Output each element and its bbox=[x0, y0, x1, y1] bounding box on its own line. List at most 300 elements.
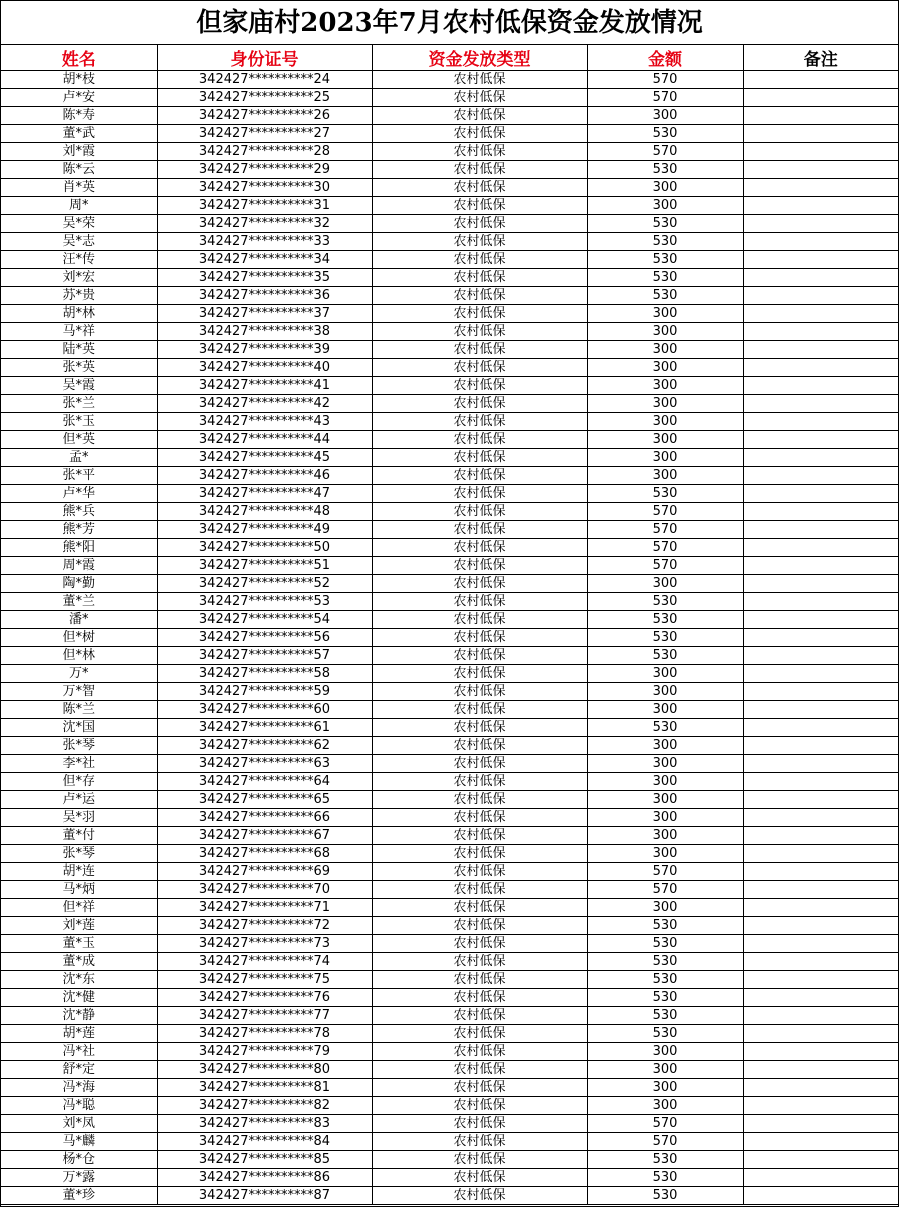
cell-note[interactable] bbox=[743, 881, 898, 899]
cell-note[interactable] bbox=[743, 737, 898, 755]
cell-id[interactable]: 342427**********51 bbox=[157, 557, 372, 575]
cell-type[interactable]: 农村低保 bbox=[372, 1079, 587, 1097]
cell-name[interactable]: 张*琴 bbox=[1, 737, 157, 755]
cell-note[interactable] bbox=[743, 1133, 898, 1151]
cell-type[interactable]: 农村低保 bbox=[372, 89, 587, 107]
cell-type[interactable]: 农村低保 bbox=[372, 449, 587, 467]
cell-id[interactable]: 342427**********50 bbox=[157, 539, 372, 557]
cell-type[interactable]: 农村低保 bbox=[372, 611, 587, 629]
cell-type[interactable]: 农村低保 bbox=[372, 557, 587, 575]
cell-id[interactable]: 342427**********67 bbox=[157, 827, 372, 845]
cell-id[interactable]: 342427**********62 bbox=[157, 737, 372, 755]
cell-name[interactable]: 杨*仓 bbox=[1, 1151, 157, 1169]
cell-id[interactable]: 342427**********73 bbox=[157, 935, 372, 953]
cell-type[interactable]: 农村低保 bbox=[372, 755, 587, 773]
cell-note[interactable] bbox=[743, 953, 898, 971]
cell-id[interactable]: 342427**********48 bbox=[157, 503, 372, 521]
cell-amount[interactable]: 300 bbox=[587, 449, 743, 467]
cell-name[interactable]: 张*平 bbox=[1, 467, 157, 485]
cell-amount[interactable]: 530 bbox=[587, 719, 743, 737]
cell-note[interactable] bbox=[743, 899, 898, 917]
cell-name[interactable]: 张*兰 bbox=[1, 395, 157, 413]
cell-type[interactable]: 农村低保 bbox=[372, 791, 587, 809]
cell-id[interactable]: 342427**********63 bbox=[157, 755, 372, 773]
cell-amount[interactable]: 530 bbox=[587, 989, 743, 1007]
cell-id[interactable]: 342427**********86 bbox=[157, 1169, 372, 1187]
cell-type[interactable]: 农村低保 bbox=[372, 269, 587, 287]
cell-amount[interactable]: 570 bbox=[587, 1115, 743, 1133]
cell-amount[interactable]: 530 bbox=[587, 1151, 743, 1169]
cell-type[interactable]: 农村低保 bbox=[372, 539, 587, 557]
cell-amount[interactable]: 300 bbox=[587, 1097, 743, 1115]
cell-type[interactable]: 农村低保 bbox=[372, 107, 587, 125]
cell-id[interactable]: 342427**********54 bbox=[157, 611, 372, 629]
cell-type[interactable]: 农村低保 bbox=[372, 845, 587, 863]
cell-note[interactable] bbox=[743, 449, 898, 467]
cell-type[interactable]: 农村低保 bbox=[372, 629, 587, 647]
cell-name[interactable]: 胡*枝 bbox=[1, 71, 157, 89]
cell-type[interactable]: 农村低保 bbox=[372, 593, 587, 611]
cell-amount[interactable]: 530 bbox=[587, 971, 743, 989]
cell-name[interactable]: 董*付 bbox=[1, 827, 157, 845]
cell-note[interactable] bbox=[743, 467, 898, 485]
cell-type[interactable]: 农村低保 bbox=[372, 305, 587, 323]
cell-amount[interactable]: 300 bbox=[587, 359, 743, 377]
cell-id[interactable]: 342427**********27 bbox=[157, 125, 372, 143]
cell-note[interactable] bbox=[743, 683, 898, 701]
cell-amount[interactable]: 300 bbox=[587, 467, 743, 485]
cell-note[interactable] bbox=[743, 521, 898, 539]
cell-type[interactable]: 农村低保 bbox=[372, 503, 587, 521]
cell-id[interactable]: 342427**********71 bbox=[157, 899, 372, 917]
cell-note[interactable] bbox=[743, 629, 898, 647]
cell-id[interactable]: 342427**********29 bbox=[157, 161, 372, 179]
cell-type[interactable]: 农村低保 bbox=[372, 467, 587, 485]
cell-name[interactable]: 但*祥 bbox=[1, 899, 157, 917]
cell-id[interactable]: 342427**********32 bbox=[157, 215, 372, 233]
cell-name[interactable]: 刘*凤 bbox=[1, 1115, 157, 1133]
cell-note[interactable] bbox=[743, 755, 898, 773]
cell-type[interactable]: 农村低保 bbox=[372, 1169, 587, 1187]
cell-name[interactable]: 董*武 bbox=[1, 125, 157, 143]
cell-id[interactable]: 342427**********74 bbox=[157, 953, 372, 971]
cell-id[interactable]: 342427**********39 bbox=[157, 341, 372, 359]
cell-id[interactable]: 342427**********31 bbox=[157, 197, 372, 215]
cell-name[interactable]: 陆*英 bbox=[1, 341, 157, 359]
cell-note[interactable] bbox=[743, 341, 898, 359]
cell-id[interactable]: 342427**********26 bbox=[157, 107, 372, 125]
cell-note[interactable] bbox=[743, 845, 898, 863]
cell-note[interactable] bbox=[743, 89, 898, 107]
cell-name[interactable]: 刘*莲 bbox=[1, 917, 157, 935]
cell-type[interactable]: 农村低保 bbox=[372, 1151, 587, 1169]
cell-note[interactable] bbox=[743, 971, 898, 989]
cell-name[interactable]: 但*存 bbox=[1, 773, 157, 791]
cell-amount[interactable]: 530 bbox=[587, 215, 743, 233]
cell-note[interactable] bbox=[743, 1115, 898, 1133]
cell-type[interactable]: 农村低保 bbox=[372, 719, 587, 737]
cell-id[interactable]: 342427**********81 bbox=[157, 1079, 372, 1097]
cell-id[interactable]: 342427**********25 bbox=[157, 89, 372, 107]
cell-type[interactable]: 农村低保 bbox=[372, 647, 587, 665]
cell-type[interactable]: 农村低保 bbox=[372, 917, 587, 935]
cell-note[interactable] bbox=[743, 557, 898, 575]
cell-type[interactable]: 农村低保 bbox=[372, 233, 587, 251]
cell-type[interactable]: 农村低保 bbox=[372, 143, 587, 161]
cell-type[interactable]: 农村低保 bbox=[372, 359, 587, 377]
cell-name[interactable]: 胡*连 bbox=[1, 863, 157, 881]
cell-note[interactable] bbox=[743, 413, 898, 431]
cell-amount[interactable]: 530 bbox=[587, 251, 743, 269]
cell-id[interactable]: 342427**********45 bbox=[157, 449, 372, 467]
cell-amount[interactable]: 300 bbox=[587, 755, 743, 773]
cell-type[interactable]: 农村低保 bbox=[372, 341, 587, 359]
cell-id[interactable]: 342427**********47 bbox=[157, 485, 372, 503]
cell-id[interactable]: 342427**********40 bbox=[157, 359, 372, 377]
cell-type[interactable]: 农村低保 bbox=[372, 251, 587, 269]
cell-amount[interactable]: 570 bbox=[587, 143, 743, 161]
cell-name[interactable]: 孟* bbox=[1, 449, 157, 467]
cell-amount[interactable]: 530 bbox=[587, 269, 743, 287]
cell-name[interactable]: 沈*东 bbox=[1, 971, 157, 989]
cell-note[interactable] bbox=[743, 107, 898, 125]
cell-amount[interactable]: 530 bbox=[587, 485, 743, 503]
cell-amount[interactable]: 570 bbox=[587, 539, 743, 557]
cell-type[interactable]: 农村低保 bbox=[372, 197, 587, 215]
cell-type[interactable]: 农村低保 bbox=[372, 971, 587, 989]
cell-type[interactable]: 农村低保 bbox=[372, 395, 587, 413]
cell-amount[interactable]: 300 bbox=[587, 341, 743, 359]
cell-type[interactable]: 农村低保 bbox=[372, 1115, 587, 1133]
cell-type[interactable]: 农村低保 bbox=[372, 881, 587, 899]
cell-amount[interactable]: 300 bbox=[587, 179, 743, 197]
cell-note[interactable] bbox=[743, 395, 898, 413]
cell-name[interactable]: 吴*荣 bbox=[1, 215, 157, 233]
cell-amount[interactable]: 300 bbox=[587, 1079, 743, 1097]
cell-note[interactable] bbox=[743, 485, 898, 503]
cell-note[interactable] bbox=[743, 809, 898, 827]
cell-id[interactable]: 342427**********33 bbox=[157, 233, 372, 251]
cell-amount[interactable]: 530 bbox=[587, 125, 743, 143]
cell-amount[interactable]: 570 bbox=[587, 503, 743, 521]
cell-type[interactable]: 农村低保 bbox=[372, 485, 587, 503]
cell-amount[interactable]: 300 bbox=[587, 377, 743, 395]
cell-note[interactable] bbox=[743, 503, 898, 521]
cell-name[interactable]: 张*英 bbox=[1, 359, 157, 377]
cell-amount[interactable]: 530 bbox=[587, 629, 743, 647]
cell-name[interactable]: 陈*云 bbox=[1, 161, 157, 179]
cell-amount[interactable]: 300 bbox=[587, 575, 743, 593]
cell-id[interactable]: 342427**********57 bbox=[157, 647, 372, 665]
cell-id[interactable]: 342427**********28 bbox=[157, 143, 372, 161]
cell-note[interactable] bbox=[743, 377, 898, 395]
cell-type[interactable]: 农村低保 bbox=[372, 575, 587, 593]
cell-type[interactable]: 农村低保 bbox=[372, 161, 587, 179]
cell-amount[interactable]: 300 bbox=[587, 323, 743, 341]
cell-id[interactable]: 342427**********80 bbox=[157, 1061, 372, 1079]
cell-amount[interactable]: 300 bbox=[587, 737, 743, 755]
cell-id[interactable]: 342427**********60 bbox=[157, 701, 372, 719]
cell-note[interactable] bbox=[743, 1079, 898, 1097]
cell-amount[interactable]: 300 bbox=[587, 791, 743, 809]
cell-id[interactable]: 342427**********85 bbox=[157, 1151, 372, 1169]
cell-note[interactable] bbox=[743, 611, 898, 629]
cell-name[interactable]: 吴*霞 bbox=[1, 377, 157, 395]
cell-note[interactable] bbox=[743, 233, 898, 251]
cell-amount[interactable]: 570 bbox=[587, 557, 743, 575]
cell-id[interactable]: 342427**********38 bbox=[157, 323, 372, 341]
cell-note[interactable] bbox=[743, 917, 898, 935]
cell-id[interactable]: 342427**********83 bbox=[157, 1115, 372, 1133]
cell-name[interactable]: 吴*志 bbox=[1, 233, 157, 251]
cell-note[interactable] bbox=[743, 323, 898, 341]
cell-name[interactable]: 董*珍 bbox=[1, 1187, 157, 1205]
cell-type[interactable]: 农村低保 bbox=[372, 683, 587, 701]
cell-note[interactable] bbox=[743, 665, 898, 683]
cell-id[interactable]: 342427**********78 bbox=[157, 1025, 372, 1043]
cell-id[interactable]: 342427**********42 bbox=[157, 395, 372, 413]
cell-note[interactable] bbox=[743, 359, 898, 377]
cell-id[interactable]: 342427**********46 bbox=[157, 467, 372, 485]
cell-type[interactable]: 农村低保 bbox=[372, 953, 587, 971]
cell-name[interactable]: 董*玉 bbox=[1, 935, 157, 953]
cell-name[interactable]: 汪*传 bbox=[1, 251, 157, 269]
cell-note[interactable] bbox=[743, 251, 898, 269]
cell-amount[interactable]: 530 bbox=[587, 1187, 743, 1205]
cell-type[interactable]: 农村低保 bbox=[372, 287, 587, 305]
cell-name[interactable]: 周* bbox=[1, 197, 157, 215]
cell-name[interactable]: 陈*寿 bbox=[1, 107, 157, 125]
cell-note[interactable] bbox=[743, 539, 898, 557]
cell-note[interactable] bbox=[743, 791, 898, 809]
cell-note[interactable] bbox=[743, 1061, 898, 1079]
cell-id[interactable]: 342427**********82 bbox=[157, 1097, 372, 1115]
cell-amount[interactable]: 300 bbox=[587, 305, 743, 323]
cell-name[interactable]: 董*成 bbox=[1, 953, 157, 971]
cell-name[interactable]: 沈*国 bbox=[1, 719, 157, 737]
cell-type[interactable]: 农村低保 bbox=[372, 71, 587, 89]
cell-type[interactable]: 农村低保 bbox=[372, 1187, 587, 1205]
cell-name[interactable]: 沈*健 bbox=[1, 989, 157, 1007]
cell-amount[interactable]: 530 bbox=[587, 1025, 743, 1043]
cell-amount[interactable]: 300 bbox=[587, 773, 743, 791]
cell-amount[interactable]: 530 bbox=[587, 917, 743, 935]
cell-type[interactable]: 农村低保 bbox=[372, 125, 587, 143]
cell-name[interactable]: 李*社 bbox=[1, 755, 157, 773]
cell-note[interactable] bbox=[743, 827, 898, 845]
cell-id[interactable]: 342427**********43 bbox=[157, 413, 372, 431]
cell-name[interactable]: 吴*羽 bbox=[1, 809, 157, 827]
cell-note[interactable] bbox=[743, 1187, 898, 1205]
cell-amount[interactable]: 570 bbox=[587, 863, 743, 881]
cell-name[interactable]: 但*英 bbox=[1, 431, 157, 449]
cell-note[interactable] bbox=[743, 773, 898, 791]
cell-name[interactable]: 卢*运 bbox=[1, 791, 157, 809]
cell-name[interactable]: 万* bbox=[1, 665, 157, 683]
cell-amount[interactable]: 570 bbox=[587, 71, 743, 89]
cell-amount[interactable]: 300 bbox=[587, 899, 743, 917]
cell-amount[interactable]: 530 bbox=[587, 287, 743, 305]
cell-name[interactable]: 万*智 bbox=[1, 683, 157, 701]
cell-name[interactable]: 冯*海 bbox=[1, 1079, 157, 1097]
cell-id[interactable]: 342427**********44 bbox=[157, 431, 372, 449]
cell-type[interactable]: 农村低保 bbox=[372, 413, 587, 431]
cell-note[interactable] bbox=[743, 287, 898, 305]
cell-amount[interactable]: 530 bbox=[587, 935, 743, 953]
cell-note[interactable] bbox=[743, 71, 898, 89]
cell-amount[interactable]: 530 bbox=[587, 611, 743, 629]
cell-id[interactable]: 342427**********87 bbox=[157, 1187, 372, 1205]
cell-id[interactable]: 342427**********52 bbox=[157, 575, 372, 593]
cell-name[interactable]: 万*露 bbox=[1, 1169, 157, 1187]
cell-amount[interactable]: 300 bbox=[587, 395, 743, 413]
cell-name[interactable]: 马*炳 bbox=[1, 881, 157, 899]
cell-id[interactable]: 342427**********75 bbox=[157, 971, 372, 989]
cell-id[interactable]: 342427**********72 bbox=[157, 917, 372, 935]
cell-name[interactable]: 熊*阳 bbox=[1, 539, 157, 557]
cell-note[interactable] bbox=[743, 989, 898, 1007]
cell-id[interactable]: 342427**********66 bbox=[157, 809, 372, 827]
cell-name[interactable]: 刘*宏 bbox=[1, 269, 157, 287]
cell-id[interactable]: 342427**********70 bbox=[157, 881, 372, 899]
cell-type[interactable]: 农村低保 bbox=[372, 1043, 587, 1061]
cell-name[interactable]: 但*林 bbox=[1, 647, 157, 665]
cell-id[interactable]: 342427**********36 bbox=[157, 287, 372, 305]
cell-name[interactable]: 冯*聪 bbox=[1, 1097, 157, 1115]
cell-note[interactable] bbox=[743, 575, 898, 593]
cell-amount[interactable]: 300 bbox=[587, 197, 743, 215]
cell-note[interactable] bbox=[743, 593, 898, 611]
cell-note[interactable] bbox=[743, 1151, 898, 1169]
cell-note[interactable] bbox=[743, 125, 898, 143]
cell-amount[interactable]: 300 bbox=[587, 107, 743, 125]
cell-name[interactable]: 张*琴 bbox=[1, 845, 157, 863]
cell-name[interactable]: 刘*霞 bbox=[1, 143, 157, 161]
cell-name[interactable]: 肖*英 bbox=[1, 179, 157, 197]
cell-note[interactable] bbox=[743, 431, 898, 449]
cell-name[interactable]: 舒*定 bbox=[1, 1061, 157, 1079]
cell-amount[interactable]: 530 bbox=[587, 233, 743, 251]
cell-note[interactable] bbox=[743, 269, 898, 287]
cell-id[interactable]: 342427**********30 bbox=[157, 179, 372, 197]
cell-type[interactable]: 农村低保 bbox=[372, 521, 587, 539]
cell-amount[interactable]: 300 bbox=[587, 431, 743, 449]
cell-amount[interactable]: 300 bbox=[587, 845, 743, 863]
cell-id[interactable]: 342427**********35 bbox=[157, 269, 372, 287]
cell-id[interactable]: 342427**********56 bbox=[157, 629, 372, 647]
cell-amount[interactable]: 570 bbox=[587, 89, 743, 107]
cell-note[interactable] bbox=[743, 215, 898, 233]
cell-amount[interactable]: 300 bbox=[587, 683, 743, 701]
cell-name[interactable]: 卢*华 bbox=[1, 485, 157, 503]
cell-id[interactable]: 342427**********59 bbox=[157, 683, 372, 701]
cell-id[interactable]: 342427**********58 bbox=[157, 665, 372, 683]
cell-note[interactable] bbox=[743, 719, 898, 737]
cell-note[interactable] bbox=[743, 863, 898, 881]
cell-amount[interactable]: 530 bbox=[587, 1007, 743, 1025]
cell-id[interactable]: 342427**********79 bbox=[157, 1043, 372, 1061]
cell-type[interactable]: 农村低保 bbox=[372, 665, 587, 683]
cell-name[interactable]: 沈*静 bbox=[1, 1007, 157, 1025]
cell-amount[interactable]: 530 bbox=[587, 593, 743, 611]
cell-note[interactable] bbox=[743, 179, 898, 197]
cell-type[interactable]: 农村低保 bbox=[372, 1007, 587, 1025]
cell-amount[interactable]: 570 bbox=[587, 521, 743, 539]
cell-name[interactable]: 马*麟 bbox=[1, 1133, 157, 1151]
cell-note[interactable] bbox=[743, 161, 898, 179]
cell-amount[interactable]: 300 bbox=[587, 413, 743, 431]
cell-note[interactable] bbox=[743, 1025, 898, 1043]
cell-id[interactable]: 342427**********77 bbox=[157, 1007, 372, 1025]
cell-name[interactable]: 潘* bbox=[1, 611, 157, 629]
cell-amount[interactable]: 300 bbox=[587, 1043, 743, 1061]
cell-name[interactable]: 熊*兵 bbox=[1, 503, 157, 521]
cell-amount[interactable]: 300 bbox=[587, 809, 743, 827]
cell-amount[interactable]: 300 bbox=[587, 827, 743, 845]
cell-name[interactable]: 陶*勤 bbox=[1, 575, 157, 593]
cell-name[interactable]: 冯*社 bbox=[1, 1043, 157, 1061]
cell-id[interactable]: 342427**********76 bbox=[157, 989, 372, 1007]
cell-type[interactable]: 农村低保 bbox=[372, 989, 587, 1007]
cell-amount[interactable]: 530 bbox=[587, 953, 743, 971]
cell-type[interactable]: 农村低保 bbox=[372, 809, 587, 827]
cell-name[interactable]: 马*祥 bbox=[1, 323, 157, 341]
cell-note[interactable] bbox=[743, 701, 898, 719]
cell-amount[interactable]: 530 bbox=[587, 647, 743, 665]
cell-note[interactable] bbox=[743, 935, 898, 953]
cell-type[interactable]: 农村低保 bbox=[372, 701, 587, 719]
cell-type[interactable]: 农村低保 bbox=[372, 737, 587, 755]
cell-type[interactable]: 农村低保 bbox=[372, 179, 587, 197]
cell-amount[interactable]: 300 bbox=[587, 1061, 743, 1079]
cell-type[interactable]: 农村低保 bbox=[372, 1025, 587, 1043]
cell-name[interactable]: 熊*芳 bbox=[1, 521, 157, 539]
cell-name[interactable]: 苏*贵 bbox=[1, 287, 157, 305]
cell-id[interactable]: 342427**********37 bbox=[157, 305, 372, 323]
cell-name[interactable]: 张*玉 bbox=[1, 413, 157, 431]
cell-type[interactable]: 农村低保 bbox=[372, 863, 587, 881]
cell-note[interactable] bbox=[743, 1169, 898, 1187]
cell-name[interactable]: 胡*莲 bbox=[1, 1025, 157, 1043]
cell-amount[interactable]: 530 bbox=[587, 161, 743, 179]
cell-type[interactable]: 农村低保 bbox=[372, 1133, 587, 1151]
cell-note[interactable] bbox=[743, 197, 898, 215]
cell-type[interactable]: 农村低保 bbox=[372, 1097, 587, 1115]
cell-amount[interactable]: 570 bbox=[587, 881, 743, 899]
cell-note[interactable] bbox=[743, 1007, 898, 1025]
cell-type[interactable]: 农村低保 bbox=[372, 431, 587, 449]
cell-id[interactable]: 342427**********34 bbox=[157, 251, 372, 269]
cell-id[interactable]: 342427**********24 bbox=[157, 71, 372, 89]
cell-type[interactable]: 农村低保 bbox=[372, 1061, 587, 1079]
cell-name[interactable]: 卢*安 bbox=[1, 89, 157, 107]
cell-amount[interactable]: 300 bbox=[587, 665, 743, 683]
cell-name[interactable]: 但*树 bbox=[1, 629, 157, 647]
cell-id[interactable]: 342427**********68 bbox=[157, 845, 372, 863]
cell-amount[interactable]: 570 bbox=[587, 1133, 743, 1151]
cell-id[interactable]: 342427**********61 bbox=[157, 719, 372, 737]
cell-amount[interactable]: 300 bbox=[587, 701, 743, 719]
cell-id[interactable]: 342427**********69 bbox=[157, 863, 372, 881]
cell-name[interactable]: 董*兰 bbox=[1, 593, 157, 611]
cell-note[interactable] bbox=[743, 1097, 898, 1115]
cell-note[interactable] bbox=[743, 647, 898, 665]
cell-type[interactable]: 农村低保 bbox=[372, 215, 587, 233]
cell-name[interactable]: 周*霞 bbox=[1, 557, 157, 575]
cell-amount[interactable]: 530 bbox=[587, 1169, 743, 1187]
cell-id[interactable]: 342427**********49 bbox=[157, 521, 372, 539]
cell-note[interactable] bbox=[743, 305, 898, 323]
